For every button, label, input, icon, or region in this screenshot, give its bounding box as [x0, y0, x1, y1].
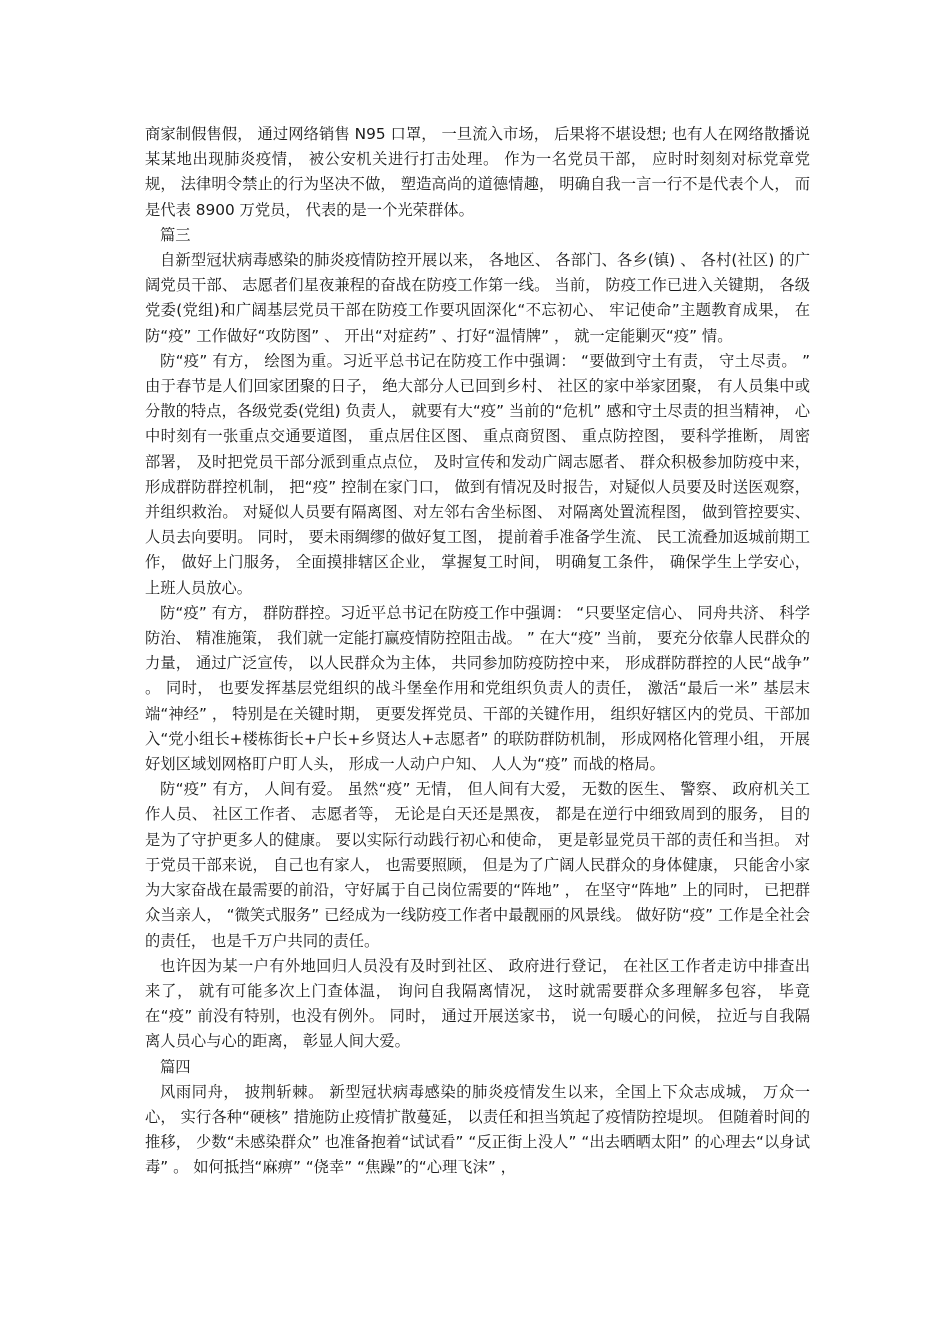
- paragraph-continuation: 商家制假售假， 通过网络销售 N95 口罩， 一旦流入市场， 后果将不堪设想; 也有人在网络散播说某某地出现肺炎疫情， 被公安机关进行打击处理。 作为一名党员干部， 应时时刻刻对标党章党规， 法律明令禁止的行为坚决不做， 塑造高尚的道德情趣， 明确自我一言一行不是代表个人， 而是代表 8900 万党员， 代表的是一个光荣群体。: [145, 125, 810, 219]
- paragraph-returnees: 也许因为某一户有外地回归人员没有及时到社区、 政府进行登记， 在社区工作者走访中排查出来了， 就有可能多次上门查体温， 询问自我隔离情况， 这时就需要群众多理解多包容， 毕竟在“疫” 前没有特别，也没有例外。 同时， 通过开展送家书， 说一句暖心的问候， 拉近与自我隔离人员心与心的距离， 彰显人间大爱。: [145, 956, 810, 1051]
- paragraph-mass-prevention: 防“疫” 有方， 群防群控。习近平总书记在防疫工作中强调： “只要坚定信心、 同舟共济、 科学防治、 精准施策， 我们就一定能打赢疫情防控阻击战。 ” 在大“疫” 当前， 要充分依靠人民群众的力量， 通过广泛宣传， 以人民群众为主体， 共同参加防疫防控中来， 形成群防群控的人民“战争” 。 同时， 也要发挥基层党组织的战斗堡垒作用和党组织负责人的责任， 激活“最后一米” 基层末端“神经” ， 特别是在关键时期， 更要发挥党员、干部的关键作用， 组织好辖区内的党员、干部加入“党小组长+楼栋街长+户长+乡贤达人+志愿者” 的联防群防机制， 形成网格化管理小组， 开展好划区域划网格盯户盯人头， 形成一人动户户知、 人人为“疫” 而战的格局。: [145, 603, 810, 774]
- paragraph-intro: 自新型冠状病毒感染的肺炎疫情防控开展以来， 各地区、 各部门、各乡(镇) 、 各村(社区) 的广阔党员干部、 志愿者们星夜兼程的奋战在防疫工作第一线。 当前， 防疫工作已进入关键期， 各级党委(党组)和广阔基层党员干部在防疫工作要巩固深化“不忘初心、 牢记使命”主题教育成果， 在防“疫” 工作做好“攻防图” 、 开出“对症药” 、打好“温情牌” ， 就一定能剿灭“疫” 情。: [145, 251, 810, 345]
- paragraph-drawing-maps: 防“疫” 有方， 绘图为重。习近平总书记在防疫工作中强调： “要做到守土有责， 守土尽责。 ” 由于春节是人们回家团聚的日子， 绝大部分人已回到乡村、 社区的家中举家团聚， 有人员集中或分散的特点，各级党委(党组) 负责人， 就要有大“疫” 当前的“危机” 感和守土尽责的担当精神， 心中时刻有一张重点交通要道图， 重点居住区图、 重点商贸图、 重点防控图， 要科学推断， 周密部署， 及时把党员干部分派到重点点位， 及时宣传和发动广阔志愿者、 群众积极参加防疫中来，形成群防群控机制， 把“疫” 控制在家门口， 做到有情况及时报告，对疑似人员要及时送医观察， 并组织救治。 对疑似人员要有隔离图、对左邻右舍坐标图、 对隔离处置流程图， 做到管控要实、 人员去向要明。 同时， 要未雨绸缪的做好复工图， 提前着手准备学生流、 民工流叠加返城前期工作， 做好上门服务， 全面摸排辖区企业， 掌握复工时间， 明确复工条件， 确保学生上学安心， 上班人员放心。: [145, 351, 810, 597]
- section-heading-part-four: 篇四: [160, 1057, 191, 1076]
- document-body: [145, 122, 810, 1181]
- paragraph-love-among-people: 防“疫” 有方， 人间有爱。 虽然“疫” 无情， 但人间有大爱， 无数的医生、 警察、 政府机关工作人员、 社区工作者、 志愿者等， 无论是白天还是黑夜， 都是在逆行中细致周到的服务， 目的是为了守护更多人的健康。 要以实际行动践行初心和使命， 更是彰显党员干部的责任和当担。 对于党员干部来说， 自己也有家人， 也需要照顾， 但是为了广阔人民群众的身体健康， 只能舍小家为大家奋战在最需要的前沿，守好属于自己岗位需要的“阵地” ， 在坚守“阵地” 上的同时， 已把群众当亲人， “微笑式服务” 已经成为一线防疫工作者中最靓丽的风景线。 做好防“疫” 工作是全社会的责任， 也是千万户共同的责任。: [145, 780, 810, 950]
- paragraph-storm: 风雨同舟， 披荆斩棘。 新型冠状病毒感染的肺炎疫情发生以来，全国上下众志成城， 万众一心， 实行各种“硬核” 措施防止疫情扩散蔓延， 以责任和担当筑起了疫情防控堤坝。 但随着时间的推移， 少数“未感染群众” 也准备抱着“试试看” “反正街上没人” “出去晒晒太阳” 的心理去“以身试毒” 。 如何抵挡“麻痹” “侥幸” “焦躁”的“心理飞沫” ，: [145, 1082, 810, 1177]
- section-heading-part-three: 篇三: [160, 225, 191, 244]
